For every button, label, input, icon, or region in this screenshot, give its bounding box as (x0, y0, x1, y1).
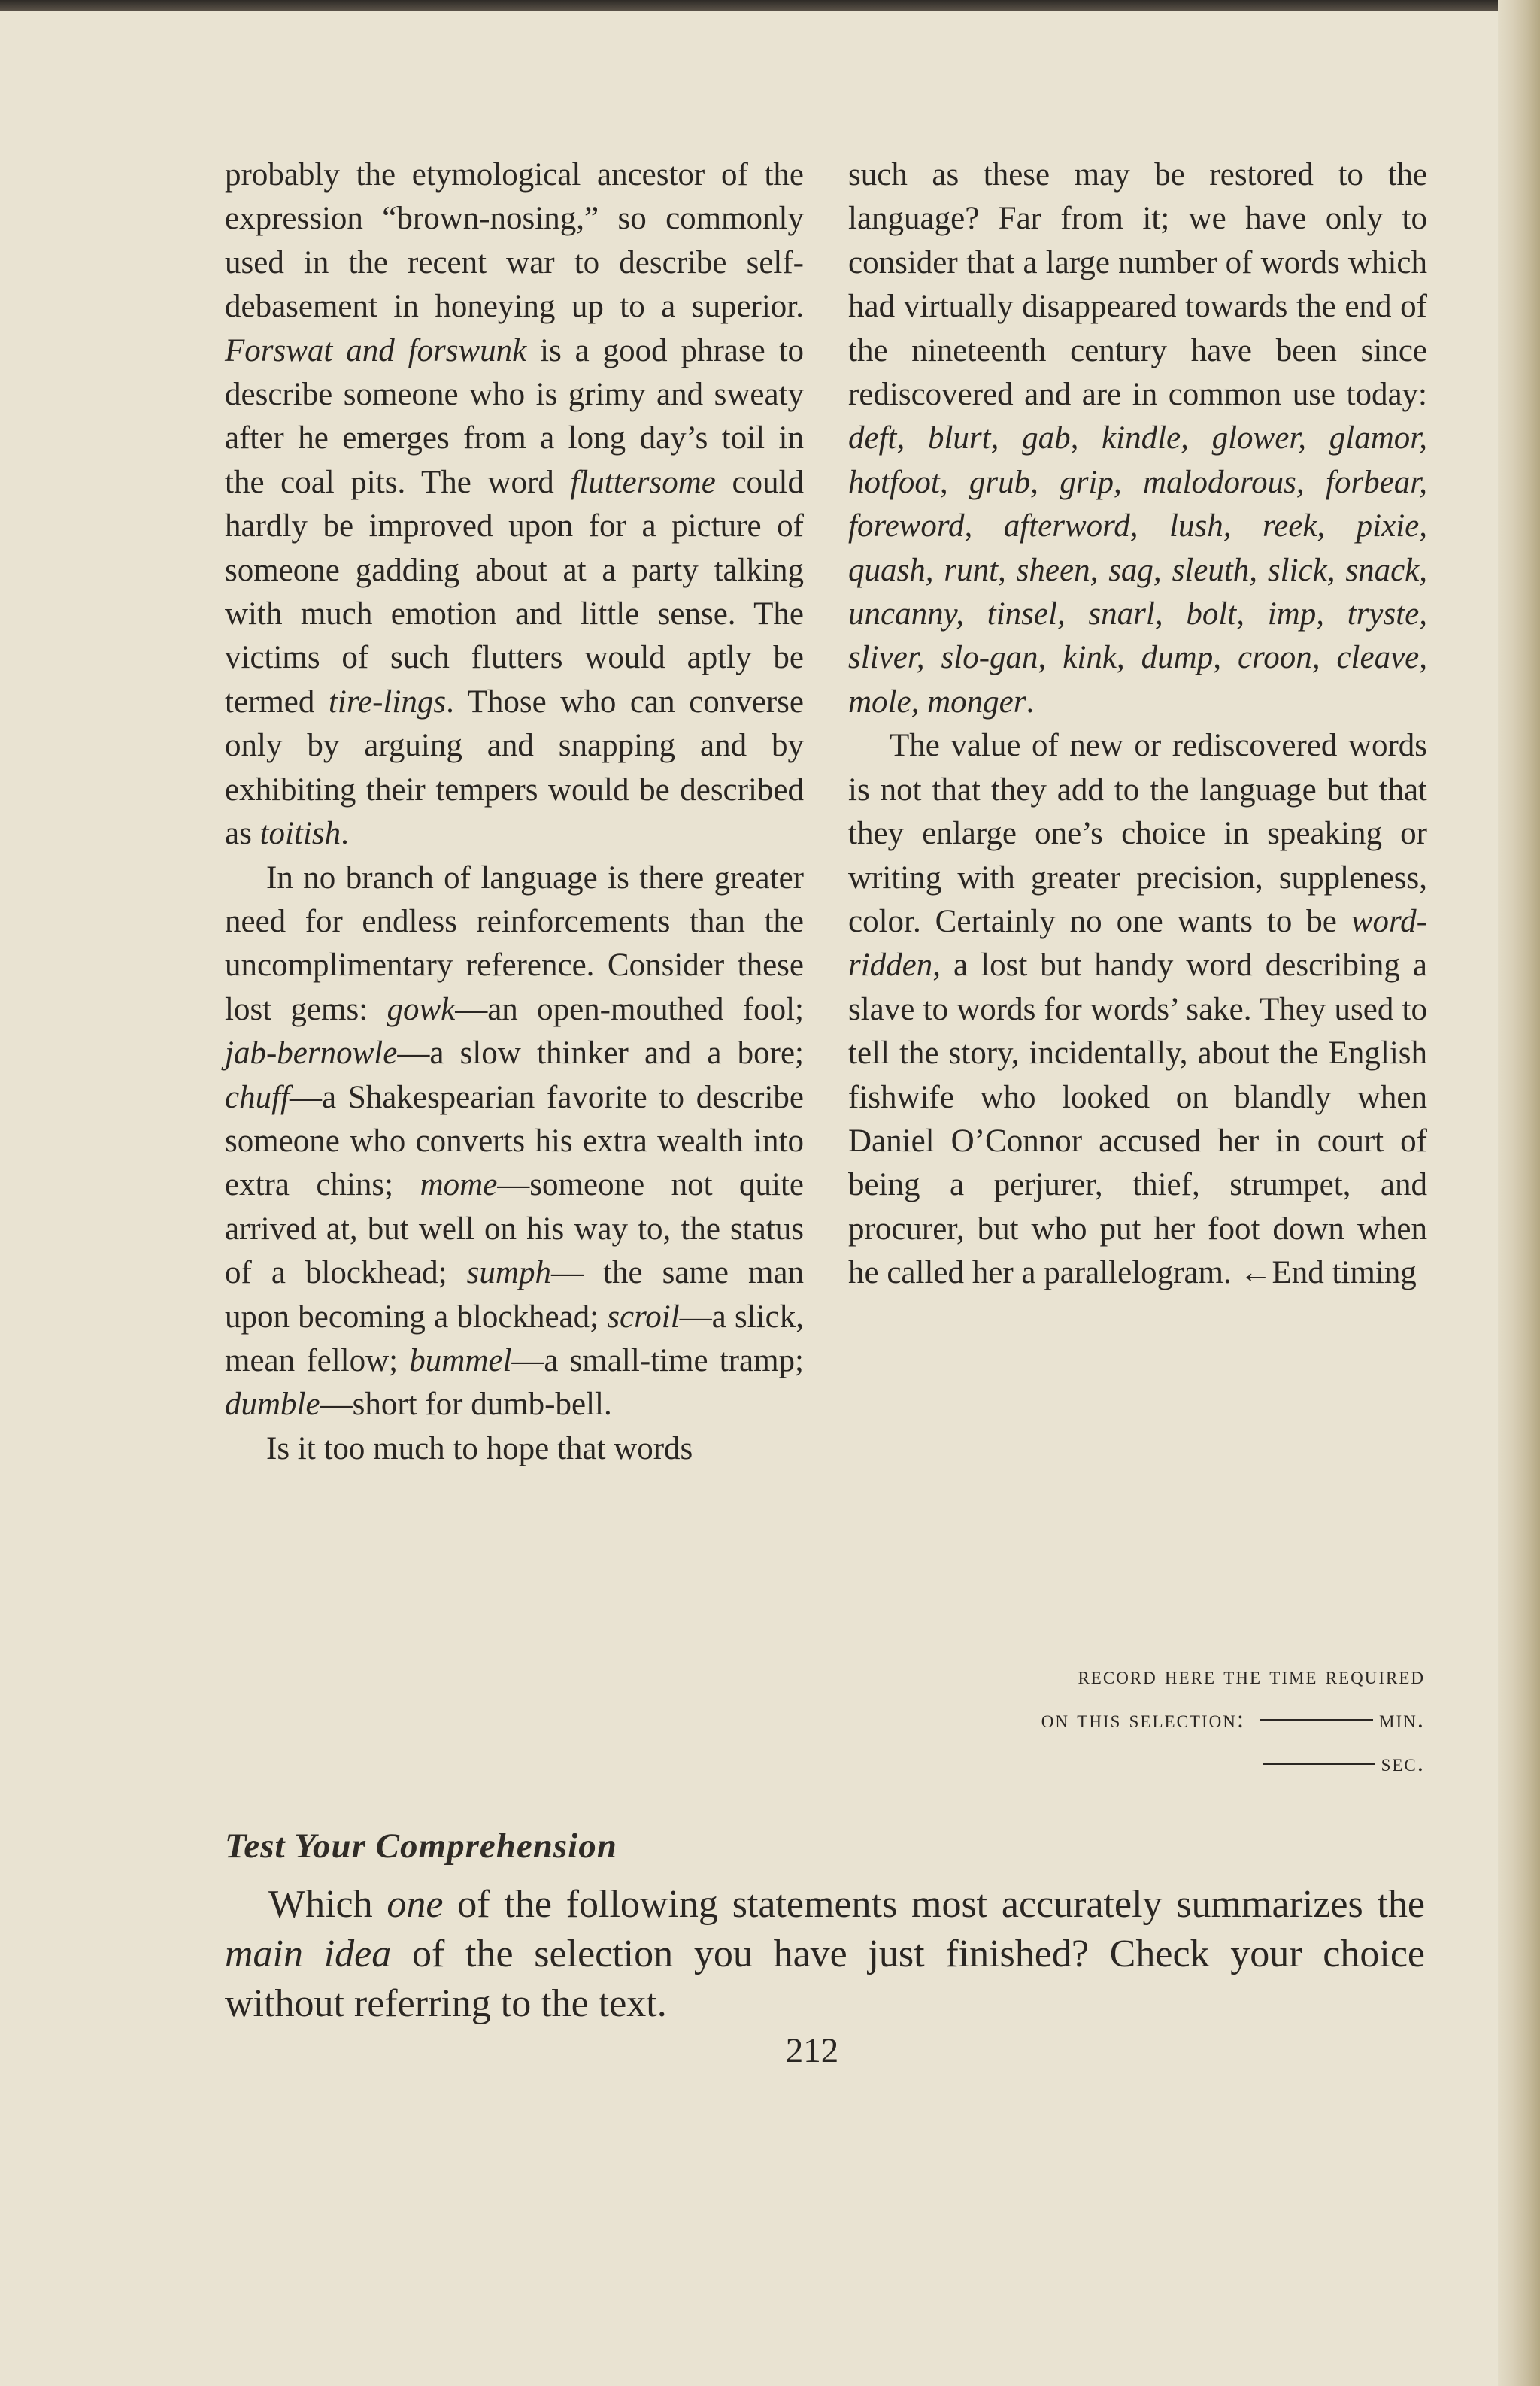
comprehension-question (225, 1880, 1425, 2029)
text-run: —a slow thinker and a bore; (397, 1035, 804, 1072)
right-column (848, 153, 1427, 1296)
minutes-blank[interactable] (1260, 1719, 1373, 1721)
text-run: such as these may be restored to the language? Far from it; we have only to consider that a large number of words which had virtually disappeared towards the end of the nineteenth century have been since rediscovered and are in common use today: (848, 157, 1427, 413)
italic-term: scroil (607, 1299, 680, 1335)
text-run: In no branch of language is there greater need for endless reinforcements than the uncomplimentary reference. Consider these lost gems: (225, 860, 804, 1027)
sec-label: sec. (1381, 1750, 1425, 1777)
record-sec-row (865, 1742, 1425, 1785)
text-run: —someone not quite arrived at, but well on his way to, the status of a blockhead; (225, 1167, 805, 1291)
text-run: of the following statements most accurately summarizes the (443, 1883, 1426, 1926)
italic-term: one (387, 1883, 444, 1926)
record-min-row (865, 1698, 1425, 1742)
text-run: is a good phrase to describe someone who is grimy and sweaty after he emerges from a long day’s toil in the coal pits. The word (225, 332, 804, 500)
text-run: . Those who can converse only by arguing and snapping and by exhibiting their tempers would be described as (225, 684, 805, 852)
right-paragraph-1 (848, 153, 1427, 724)
italic-term: toitish (259, 816, 341, 852)
text-run: —short for dumb-bell. (320, 1387, 612, 1423)
italic-term: bummel (409, 1342, 512, 1378)
left-paragraph-3: Is it too much to hope that words (266, 1430, 693, 1466)
page-top-edge (0, 0, 1540, 11)
text-run: , a lost but handy word describing a slave to words for words’ sake. They used to tell the story, incidentally, about the English fishwife who looked on blandly when Daniel O’Connor accused her in court of being a perjurer, thief, strumpet, and procurer, but who put her foot down when he called her a parallelogram. ←End timing (848, 947, 1427, 1291)
italic-term: sumph (466, 1255, 551, 1291)
text-run: probably the etymological ancestor of the expression “brown-nosing,” so commonly used in the recent war to describe self-debasement in honeying up to a superior. (225, 157, 804, 325)
left-column (225, 153, 804, 1471)
seconds-blank[interactable] (1263, 1763, 1375, 1765)
text-run: —an open-mouthed fool; (455, 991, 804, 1027)
time-record-box (865, 1654, 1425, 1785)
record-instruction: record here the time required (1078, 1663, 1425, 1690)
text-run: The value of new or rediscovered words is not that they add to the language but that they enlarge one’s choice in speaking or writing with greater precision, suppleness, color. Certainly no one wants to be (848, 728, 1427, 939)
text-run: —a Shakespearian favorite to describe someone who converts his extra wealth into extra chins; (225, 1079, 804, 1203)
italic-word-list: deft, blurt, gab, kindle, glower, glamor, hotfoot, grub, grip, malodorous, forbear, foreword, afterword, lush, reek, pixie, quash, runt, sheen, sag, sleuth, slick, snack, uncanny, tinsel, snarl, bolt, imp, tryste, sliver, slo-gan, kink, dump, croon, cleave, mole, monger (848, 420, 1427, 720)
record-prefix: on this selection: (1041, 1706, 1246, 1733)
min-label: min. (1379, 1706, 1425, 1733)
italic-term: gowk (387, 991, 456, 1027)
italic-term: dumble (225, 1387, 320, 1423)
page-number: 212 (785, 2031, 839, 2070)
text-run: of the selection you have just finished? Check your choice without referring to the text. (225, 1933, 1425, 2025)
italic-term: mome (420, 1167, 498, 1203)
text-run: —a slick, mean fellow; (225, 1299, 804, 1378)
text-run: Which (268, 1883, 387, 1926)
left-paragraph-1 (225, 153, 804, 856)
italic-term: Forswat and forswunk (225, 332, 527, 368)
italic-term: main idea (225, 1933, 392, 1975)
italic-term: jab-bernowle (225, 1035, 398, 1072)
italic-term: chuff (225, 1079, 290, 1115)
left-paragraph-2 (225, 856, 804, 1427)
italic-term: tire-lings (328, 684, 447, 720)
italic-term: fluttersome (570, 464, 716, 500)
text-run: could hardly be improved upon for a picture of someone gadding about at a party talking with much emotion and little sense. The victims of such flutters would aptly be termed (225, 464, 804, 720)
right-paragraph-2 (848, 724, 1427, 1295)
page-binding-edge (1498, 0, 1540, 2386)
text-run: . (1026, 684, 1035, 720)
text-run: — the same man upon becoming a blockhead; (225, 1255, 804, 1335)
text-run: —a small-time tramp; (511, 1342, 804, 1378)
italic-term: word-ridden (848, 903, 1427, 984)
section-heading: Test Your Comprehension (225, 1827, 617, 1866)
text-run: . (341, 816, 349, 852)
